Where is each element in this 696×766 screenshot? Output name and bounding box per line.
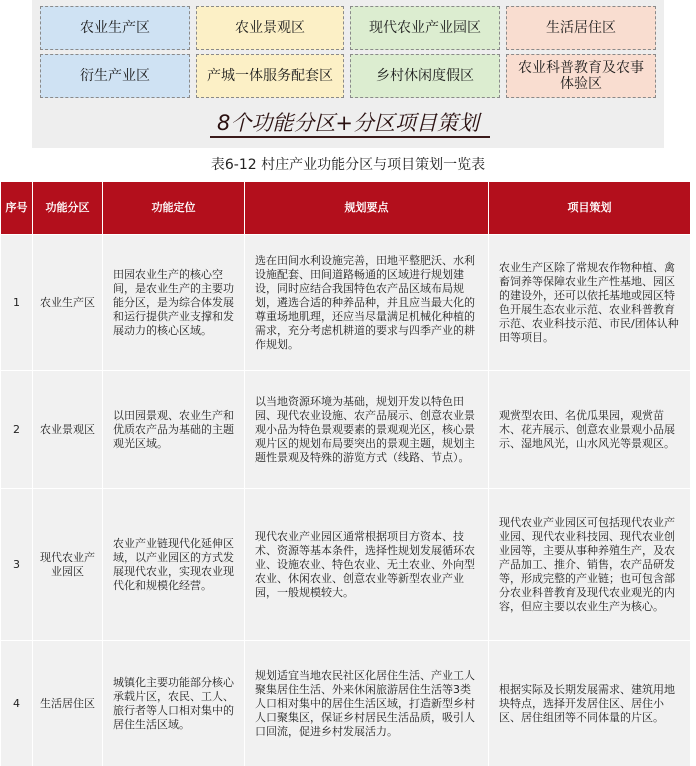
zone-label: 产城一体服务配套区 <box>207 68 333 84</box>
table-caption: 表6-12 村庄产业功能分区与项目策划一览表 <box>210 157 486 173</box>
zone-label: 乡村休闲度假区 <box>376 68 474 84</box>
zone-label: 现代农业产业园区 <box>369 20 481 36</box>
zone-label: 生活居住区 <box>546 20 616 36</box>
table-row <box>1 371 691 489</box>
zone-box-5 <box>40 54 190 98</box>
row-positioning: 以田园景观、农业生产和优质农产品为基础的主题观光区域。 <box>103 371 245 489</box>
row-no: 4 <box>1 641 33 766</box>
row-projects: 观赏型农田、名优瓜果园，观赏苗木、花卉展示、创意农业景观小品展示、湿地风光，山水风光等景观区。 <box>489 371 691 489</box>
row-no: 3 <box>1 489 33 641</box>
row-zone: 生活居住区 <box>33 641 103 766</box>
row-positioning: 城镇化主要功能部分核心承载片区，农民、工人、旅行者等人口相对集中的居住生活区域。 <box>103 641 245 766</box>
row-points: 选在田间水利设施完善，田地平整肥沃、水利设施配套、田间道路畅通的区域进行规划建设，同时应结合我国特色农产品区域布局规划，遴选合适的种养品种，并且应当最大化的尊重场地肌理，还应当尽量满足机械化种植的需求，充分考虑机耕道的要求与四季产业的耕作规划。 <box>245 235 489 371</box>
row-points: 规划适宜当地农民社区化居住生活、产业工人聚集居住生活、外来休闲旅游居住生活等3类人口相对集中的居住生活区域，打造新型乡村人口聚集区，保证乡村居民生活品质，吸引人口回流，促进乡村发展活力。 <box>245 641 489 766</box>
zones-banner: 8个功能分区+分区项目策划 <box>217 111 479 135</box>
zone-box-4 <box>506 6 656 50</box>
zone-box-6 <box>196 54 344 98</box>
header-zone: 功能分区 <box>33 182 103 235</box>
zone-label: 农业科普教育及农事体验区 <box>518 60 644 92</box>
table-row <box>1 489 691 641</box>
zone-label: 衍生产业区 <box>80 68 150 84</box>
zoning-table <box>0 181 691 766</box>
row-zone: 农业景观区 <box>33 371 103 489</box>
header-projects: 项目策划 <box>489 182 691 235</box>
row-projects: 现代农业产业园区可包括现代农业产业园、现代农业科技园、现代农业创业园等，主要从事种养殖生产，及农产品加工、推介、销售，农产品研发等，形成完整的产业链；也可包含部分农业科普教育及现代农业观光的内容，但应主要以农业生产为核心。 <box>489 489 691 641</box>
row-zone: 农业生产区 <box>33 235 103 371</box>
row-points: 以当地资源环境为基础，规划开发以特色田园、现代农业设施、农产品展示、创意农业景观小品为特色景观要素的景观观光区，核心景观片区的规划布局要突出的景观主题，规划主题性景观及特殊的游览方式（线路、节点）。 <box>245 371 489 489</box>
zone-label: 农业生产区 <box>80 20 150 36</box>
header-points: 规划要点 <box>245 182 489 235</box>
row-positioning: 田园农业生产的核心空间，是农业生产的主要功能分区，是为综合体发展和运行提供产业支撑和发展动力的核心区域。 <box>103 235 245 371</box>
zone-box-1 <box>40 6 190 50</box>
zone-box-3 <box>350 6 500 50</box>
row-points: 现代农业产业园区通常根据项目方资本、技术、资源等基本条件，选择性规划发展循环农业、设施农业、特色农业、无土农业、外向型农业、休闲农业、创意农业等新型农业产业园，一般规模较大。 <box>245 489 489 641</box>
row-zone: 现代农业产业园区 <box>33 489 103 641</box>
row-no: 2 <box>1 371 33 489</box>
header-positioning: 功能定位 <box>103 182 245 235</box>
table-header-row <box>1 182 691 235</box>
table-row <box>1 235 691 371</box>
row-no: 1 <box>1 235 33 371</box>
zone-box-8 <box>506 54 656 98</box>
table-row <box>1 641 691 766</box>
row-positioning: 农业产业链现代化延伸区域，以产业园区的方式发展现代农业，实现农业现代化和规模化经营。 <box>103 489 245 641</box>
zone-box-7 <box>350 54 500 98</box>
row-projects: 根据实际及长期发展需求、建筑用地块特点，选择开发居住区、居住小区、居住组团等不同体量的片区。 <box>489 641 691 766</box>
zone-label: 农业景观区 <box>235 20 305 36</box>
row-projects: 农业生产区除了常规农作物种植、禽畜饲养等保障农业生产性基地、园区的建设外，还可以依托基地或园区特色开展生态农业示范、农业科普教育示范、农业科技示范、市民/团体认种田等项目。 <box>489 235 691 371</box>
banner-underline <box>210 136 490 138</box>
zone-box-2 <box>196 6 344 50</box>
header-no: 序号 <box>1 182 33 235</box>
